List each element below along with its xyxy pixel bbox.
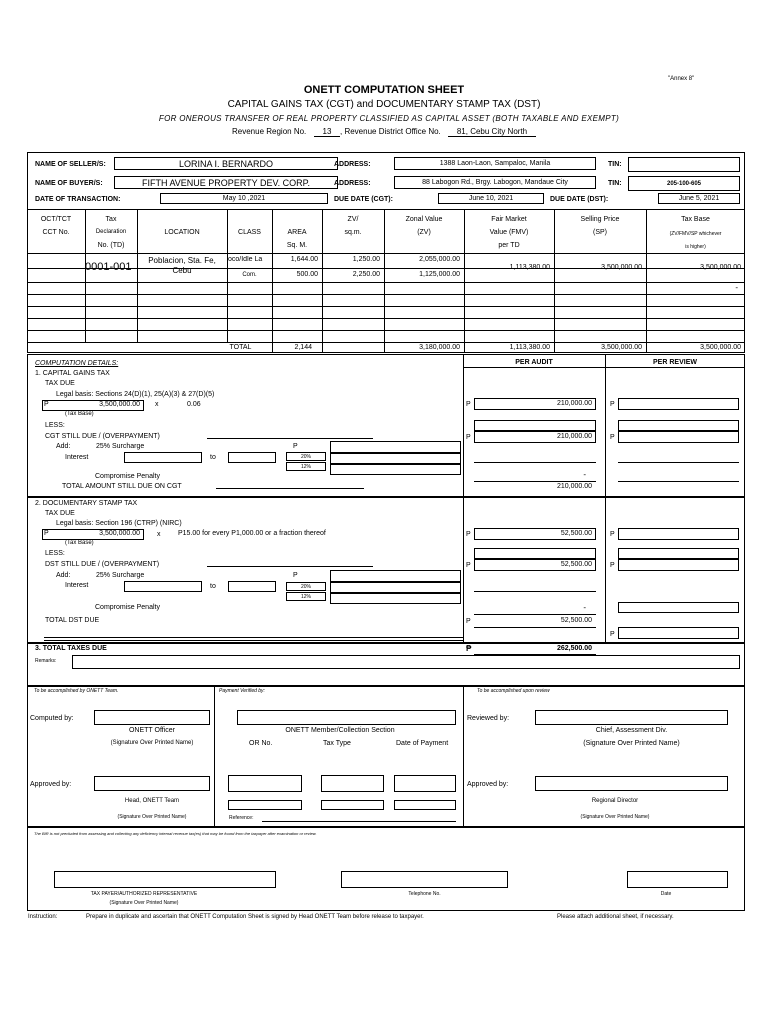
- cgt-audit-still-p: P: [466, 434, 471, 441]
- cgt-pct-20: 20%: [286, 452, 326, 461]
- cgt-tax-base: 3,500,000.00: [99, 401, 140, 408]
- computed-by-field[interactable]: [94, 710, 210, 725]
- cgt-review-less-box: [618, 420, 739, 431]
- dst-review-still-p: P: [610, 562, 615, 569]
- td-number: 0001-001: [85, 261, 132, 273]
- remarks-label: Remarks:: [35, 658, 57, 664]
- col-taxbase-1: Tax Base: [681, 216, 710, 223]
- dst-add-label: Add:: [56, 572, 71, 579]
- cgt-tax-due-label: TAX DUE: [45, 380, 75, 387]
- rdo-label: , Revenue District Office No.: [340, 127, 441, 136]
- class-row-2: Com.: [242, 272, 257, 278]
- total-zv: 3,180,000.00: [419, 344, 460, 351]
- dst-interest-amount-2: [330, 593, 461, 604]
- onett-team-note: To be accomplished by ONETT Team.: [34, 688, 119, 694]
- cgt-rate: 0.06: [187, 401, 201, 408]
- seller-tin: [628, 157, 740, 172]
- chief-label: Chief, Assessment Div.: [595, 727, 668, 734]
- dst-interest-to[interactable]: [228, 581, 276, 592]
- dst-review-total-box: [618, 627, 739, 639]
- computed-signature-caption: (Signature Over Printed Name): [110, 740, 194, 746]
- col-zv-2: sq.m.: [344, 229, 362, 236]
- class-row-1: oco/Idle La: [228, 256, 263, 263]
- zv-row-1: 2,055,000.00: [419, 256, 460, 263]
- col-zv-1: ZV/: [347, 216, 359, 223]
- computation-details: COMPUTATION DETAILS:: [35, 360, 119, 367]
- dst-still-due-label: DST STILL DUE / (OVERPAYMENT): [45, 561, 160, 568]
- page-subtitle-2: FOR ONEROUS TRANSFER OF REAL PROPERTY CLASSIFIED AS CAPITAL ASSET (BOTH TAXABLE AND EXEMPT): [158, 114, 620, 123]
- dst-interest-amount: [330, 582, 461, 593]
- cgt-surcharge-box: [330, 441, 461, 453]
- cgt-surcharge-p: P: [293, 443, 298, 450]
- region-label: Revenue Region No.: [232, 127, 307, 136]
- fmv-value: 1,113,380.00: [509, 264, 550, 271]
- per-review-header: PER REVIEW: [653, 359, 697, 366]
- telephone-label: Telephone No.: [408, 891, 441, 897]
- dst-surcharge-label: 25% Surcharge: [96, 572, 145, 579]
- taxbase-dash: -: [735, 283, 738, 292]
- collection-member-field[interactable]: [237, 710, 456, 725]
- dst-review-total-p: P: [610, 631, 615, 638]
- cgt-audit-dash: -: [583, 470, 586, 479]
- cgt-interest-to-label: to: [210, 454, 216, 461]
- dst-audit-tax: 52,500.00: [560, 530, 592, 537]
- col-sp-1: Selling Price: [580, 216, 620, 223]
- dst-review-less-box: [618, 548, 739, 559]
- dst-due-date: June 5, 2021: [658, 193, 740, 204]
- cgt-audit-tax: 210,000.00: [556, 400, 592, 407]
- date-field[interactable]: [627, 871, 728, 888]
- col-area-2: Sq. M.: [286, 242, 308, 249]
- disclaimer-text: The BIR is not precluded from assessing and collecting any deficiency internal revenue tax(es) that may be found from the taxpayer after examination or review.: [34, 831, 317, 836]
- seller-address: 1388 Laon-Laon, Sampaloc, Manila: [394, 157, 596, 170]
- date-of-payment-field-2[interactable]: [394, 800, 456, 810]
- cgt-review-still-box: [618, 431, 739, 443]
- total-taxes-peso: ₱: [466, 644, 472, 653]
- cgt-audit-still: 210,000.00: [556, 433, 592, 440]
- dst-audit-p: P: [466, 531, 471, 538]
- regional-signature-caption: (Signature Over Printed Name): [580, 814, 650, 820]
- cgt-interest-amount: [330, 453, 461, 464]
- seller-address-label: ADDRESS:: [334, 161, 371, 168]
- date-label: DATE OF TRANSACTION:: [35, 196, 121, 203]
- dst-audit-less-box: [474, 548, 596, 559]
- total-label: TOTAL: [229, 344, 252, 351]
- dst-total-label: TOTAL DST DUE: [45, 617, 100, 624]
- cgt-audit-p: P: [466, 401, 471, 408]
- cgt-interest-label: Interest: [65, 454, 89, 461]
- per-audit-header: PER AUDIT: [515, 359, 553, 366]
- regional-director-field[interactable]: [535, 776, 728, 791]
- computed-by-label: Computed by:: [30, 715, 74, 722]
- dst-review-compromise-box: [618, 602, 739, 613]
- dst-surcharge-box: [330, 570, 461, 582]
- cgt-review-still-p: P: [610, 434, 615, 441]
- dst-surcharge-p: P: [293, 572, 298, 579]
- dst-review-p: P: [610, 531, 615, 538]
- tax-type-field-2[interactable]: [321, 800, 384, 810]
- remarks-field[interactable]: [72, 655, 740, 669]
- buyer-label: NAME OF BUYER/S:: [35, 180, 103, 187]
- tax-type-label: Tax Type: [323, 740, 351, 747]
- dst-less-label: LESS:: [45, 550, 65, 557]
- date-of-payment-label: Date of Payment: [396, 740, 449, 747]
- buyer-tin-label: TIN:: [608, 180, 622, 187]
- cgt-due-date: June 10, 2021: [438, 193, 544, 204]
- or-no-label: OR No.: [249, 740, 273, 747]
- regional-director-label: Regional Director: [591, 798, 639, 804]
- date-label-bottom: Date: [660, 891, 672, 897]
- dst-review-tax-box: [618, 528, 739, 540]
- col-fmv-1: Fair Market: [491, 216, 527, 223]
- dst-rate: P15.00 for every P1,000.00 or a fraction thereof: [178, 530, 326, 537]
- page-title: ONETT COMPUTATION SHEET: [303, 84, 465, 96]
- tax-type-field[interactable]: [321, 775, 384, 792]
- dst-audit-dash: -: [583, 603, 586, 612]
- taxbase-value: 3,500,000.00: [700, 264, 741, 271]
- total-sp: 3,500,000.00: [601, 344, 642, 351]
- col-oct-2: CCT No.: [42, 229, 70, 236]
- zv-row-2: 1,125,000.00: [419, 271, 460, 278]
- cgt-compromise-label: Compromise Penalty: [95, 473, 160, 480]
- instruction-label: Instruction:: [28, 914, 58, 920]
- instruction-text: Prepare in duplicate and ascertain that ONETT Computation Sheet is signed by Head ONETT Team before release to taxpayer.: [86, 914, 424, 920]
- taxpayer-field[interactable]: [54, 871, 276, 888]
- col-taxbase-2: (ZV/FMV/SP whichever: [669, 231, 722, 237]
- seller-label: NAME OF SELLER/S:: [35, 161, 106, 168]
- dst-base-p: P: [44, 530, 49, 537]
- zvsqm-row-1: 1,250.00: [352, 256, 380, 263]
- taxpayer-signature-caption: (Signature Over Printed Name): [109, 900, 179, 906]
- col-zonal-2: (ZV): [417, 229, 431, 236]
- cgt-legal-basis: Legal basis: Sections 24(D)(1), 25(A)(3) & 27(D)(5): [56, 391, 215, 398]
- col-area-1: AREA: [287, 229, 307, 236]
- col-fmv-2: Value (FMV): [489, 229, 529, 236]
- telephone-field[interactable]: [341, 871, 508, 888]
- seller-tin-label: TIN:: [608, 161, 622, 168]
- dst-compromise-label: Compromise Penalty: [95, 604, 160, 611]
- payment-verified-note: Payment Verified by:: [219, 688, 265, 694]
- cgt-base-p: P: [44, 401, 49, 408]
- location-line-1: Poblacion, Sta. Fe,: [148, 256, 216, 265]
- dst-tax-due-label: TAX DUE: [45, 510, 75, 517]
- reviewed-signature-caption: (Signature Over Printed Name): [583, 740, 680, 747]
- area-row-1: 1,644.00: [290, 256, 318, 263]
- cgt-interest-amount-2: [330, 464, 461, 475]
- buyer-tin: 205-100-605: [628, 176, 740, 191]
- transaction-date: May 10 ,2021: [160, 193, 328, 204]
- area-row-2: 500.00: [296, 271, 318, 278]
- zvsqm-row-2: 2,250.00: [352, 271, 380, 278]
- cgt-interest-from[interactable]: [124, 452, 202, 463]
- cgt-review-p: P: [610, 401, 615, 408]
- cgt-audit-less-box: [474, 420, 596, 431]
- page-subtitle: CAPITAL GAINS TAX (CGT) and DOCUMENTARY STAMP TAX (DST): [227, 99, 541, 110]
- dst-tax-base-caption: (Tax Base): [65, 540, 94, 546]
- dst-audit-total-p: P: [466, 618, 471, 625]
- cgt-less-label: LESS:: [45, 422, 65, 429]
- dst-times: x: [157, 531, 161, 538]
- col-td-1: Tax: [105, 216, 117, 223]
- cgt-due-label: DUE DATE (CGT):: [334, 196, 393, 203]
- approved-by-label: Approved by:: [30, 781, 72, 788]
- buyer-address-label: ADDRESS:: [334, 180, 371, 187]
- rdo-value: 81, Cebu City North: [448, 127, 536, 137]
- or-no-field[interactable]: [228, 775, 302, 792]
- col-class: CLASS: [238, 229, 261, 236]
- or-no-field-2[interactable]: [228, 800, 302, 810]
- dst-pct-12: 12%: [286, 592, 326, 601]
- reviewed-by-field[interactable]: [535, 710, 728, 725]
- dst-audit-total: 52,500.00: [560, 617, 592, 624]
- cgt-title: 1. CAPITAL GAINS TAX: [35, 370, 110, 377]
- dst-legal-basis: Legal basis: Section 196 (CTRP) (NIRC): [56, 520, 182, 527]
- region-value: 13: [314, 127, 340, 137]
- col-fmv-3: per TD: [498, 242, 520, 249]
- taxpayer-label: TAX PAYER/AUTHORIZED REPRESENTATIVE: [90, 891, 198, 897]
- dst-review-still-box: [618, 559, 739, 571]
- dst-interest-label: Interest: [65, 582, 89, 589]
- cgt-interest-to[interactable]: [228, 452, 276, 463]
- cgt-pct-12: 12%: [286, 462, 326, 471]
- cgt-surcharge-label: 25% Surcharge: [96, 443, 145, 450]
- col-sp-2: (SP): [593, 229, 607, 236]
- total-taxes-label: 3. TOTAL TAXES DUE: [35, 645, 107, 652]
- dst-tax-base: 3,500,000.00: [99, 530, 140, 537]
- head-onett-label: Head, ONETT Team: [124, 798, 180, 804]
- total-taxbase: 3,500,000.00: [700, 344, 741, 351]
- collection-member-label: ONETT Member/Collection Section: [285, 727, 395, 734]
- approved-by-label-2: Approved by:: [467, 781, 509, 788]
- dst-due-label: DUE DATE (DST):: [550, 196, 609, 203]
- dst-title: 2. DOCUMENTARY STAMP TAX: [35, 500, 138, 507]
- cgt-audit-total: 210,000.00: [556, 483, 592, 490]
- total-fmv: 1,113,380.00: [509, 344, 550, 351]
- total-taxes-value: 262,500.00: [556, 645, 592, 652]
- cgt-review-tax-box: [618, 398, 739, 410]
- dst-audit-still: 52,500.00: [560, 561, 592, 568]
- cgt-add-label: Add:: [56, 443, 71, 450]
- cgt-times: x: [155, 401, 159, 408]
- annex-label: "Annex 8": [668, 76, 695, 82]
- dst-interest-from[interactable]: [124, 581, 202, 592]
- cgt-tax-base-caption: (Tax Base): [65, 411, 94, 417]
- buyer-address: 88 Labogon Rd., Brgy. Labogon, Mandaue City: [394, 176, 596, 189]
- col-zonal-1: Zonal Value: [405, 216, 443, 223]
- col-oct-1: OCT/TCT: [40, 216, 72, 223]
- cgt-still-due-label: CGT STILL DUE / (OVERPAYMENT): [45, 433, 160, 440]
- dst-interest-to-label: to: [210, 583, 216, 590]
- total-area: 2,144: [294, 344, 312, 351]
- sp-value: 3,500,000.00: [601, 264, 642, 271]
- col-taxbase-3: is higher): [685, 244, 706, 250]
- attach-sheet-note: Please attach additional sheet, if necessary.: [557, 914, 674, 920]
- col-location: LOCATION: [164, 229, 200, 236]
- location-line-2: Cebu: [172, 266, 192, 275]
- dst-audit-still-p: P: [466, 562, 471, 569]
- buyer-name: FIFTH AVENUE PROPERTY DEV. CORP.: [114, 176, 338, 189]
- approved-signature-caption: (Signature Over Printed Name): [117, 814, 187, 820]
- dst-pct-20: 20%: [286, 582, 326, 591]
- signature-frame: [27, 686, 745, 827]
- reviewed-by-label: Reviewed by:: [467, 715, 510, 722]
- upon-review-note: To be accomplished upon review: [477, 688, 550, 694]
- taxpayer-frame: [27, 827, 745, 911]
- approved-by-field[interactable]: [94, 776, 210, 791]
- date-of-payment-field[interactable]: [394, 775, 456, 792]
- cgt-total-label: TOTAL AMOUNT STILL DUE ON CGT: [62, 483, 182, 490]
- onett-officer-label: ONETT Officer: [128, 727, 176, 734]
- reference-label: Reference:: [229, 815, 254, 821]
- seller-name: LORINA I. BERNARDO: [114, 157, 338, 170]
- col-td-3: No. (TD): [97, 242, 125, 249]
- col-td-2: Declaration: [95, 229, 127, 235]
